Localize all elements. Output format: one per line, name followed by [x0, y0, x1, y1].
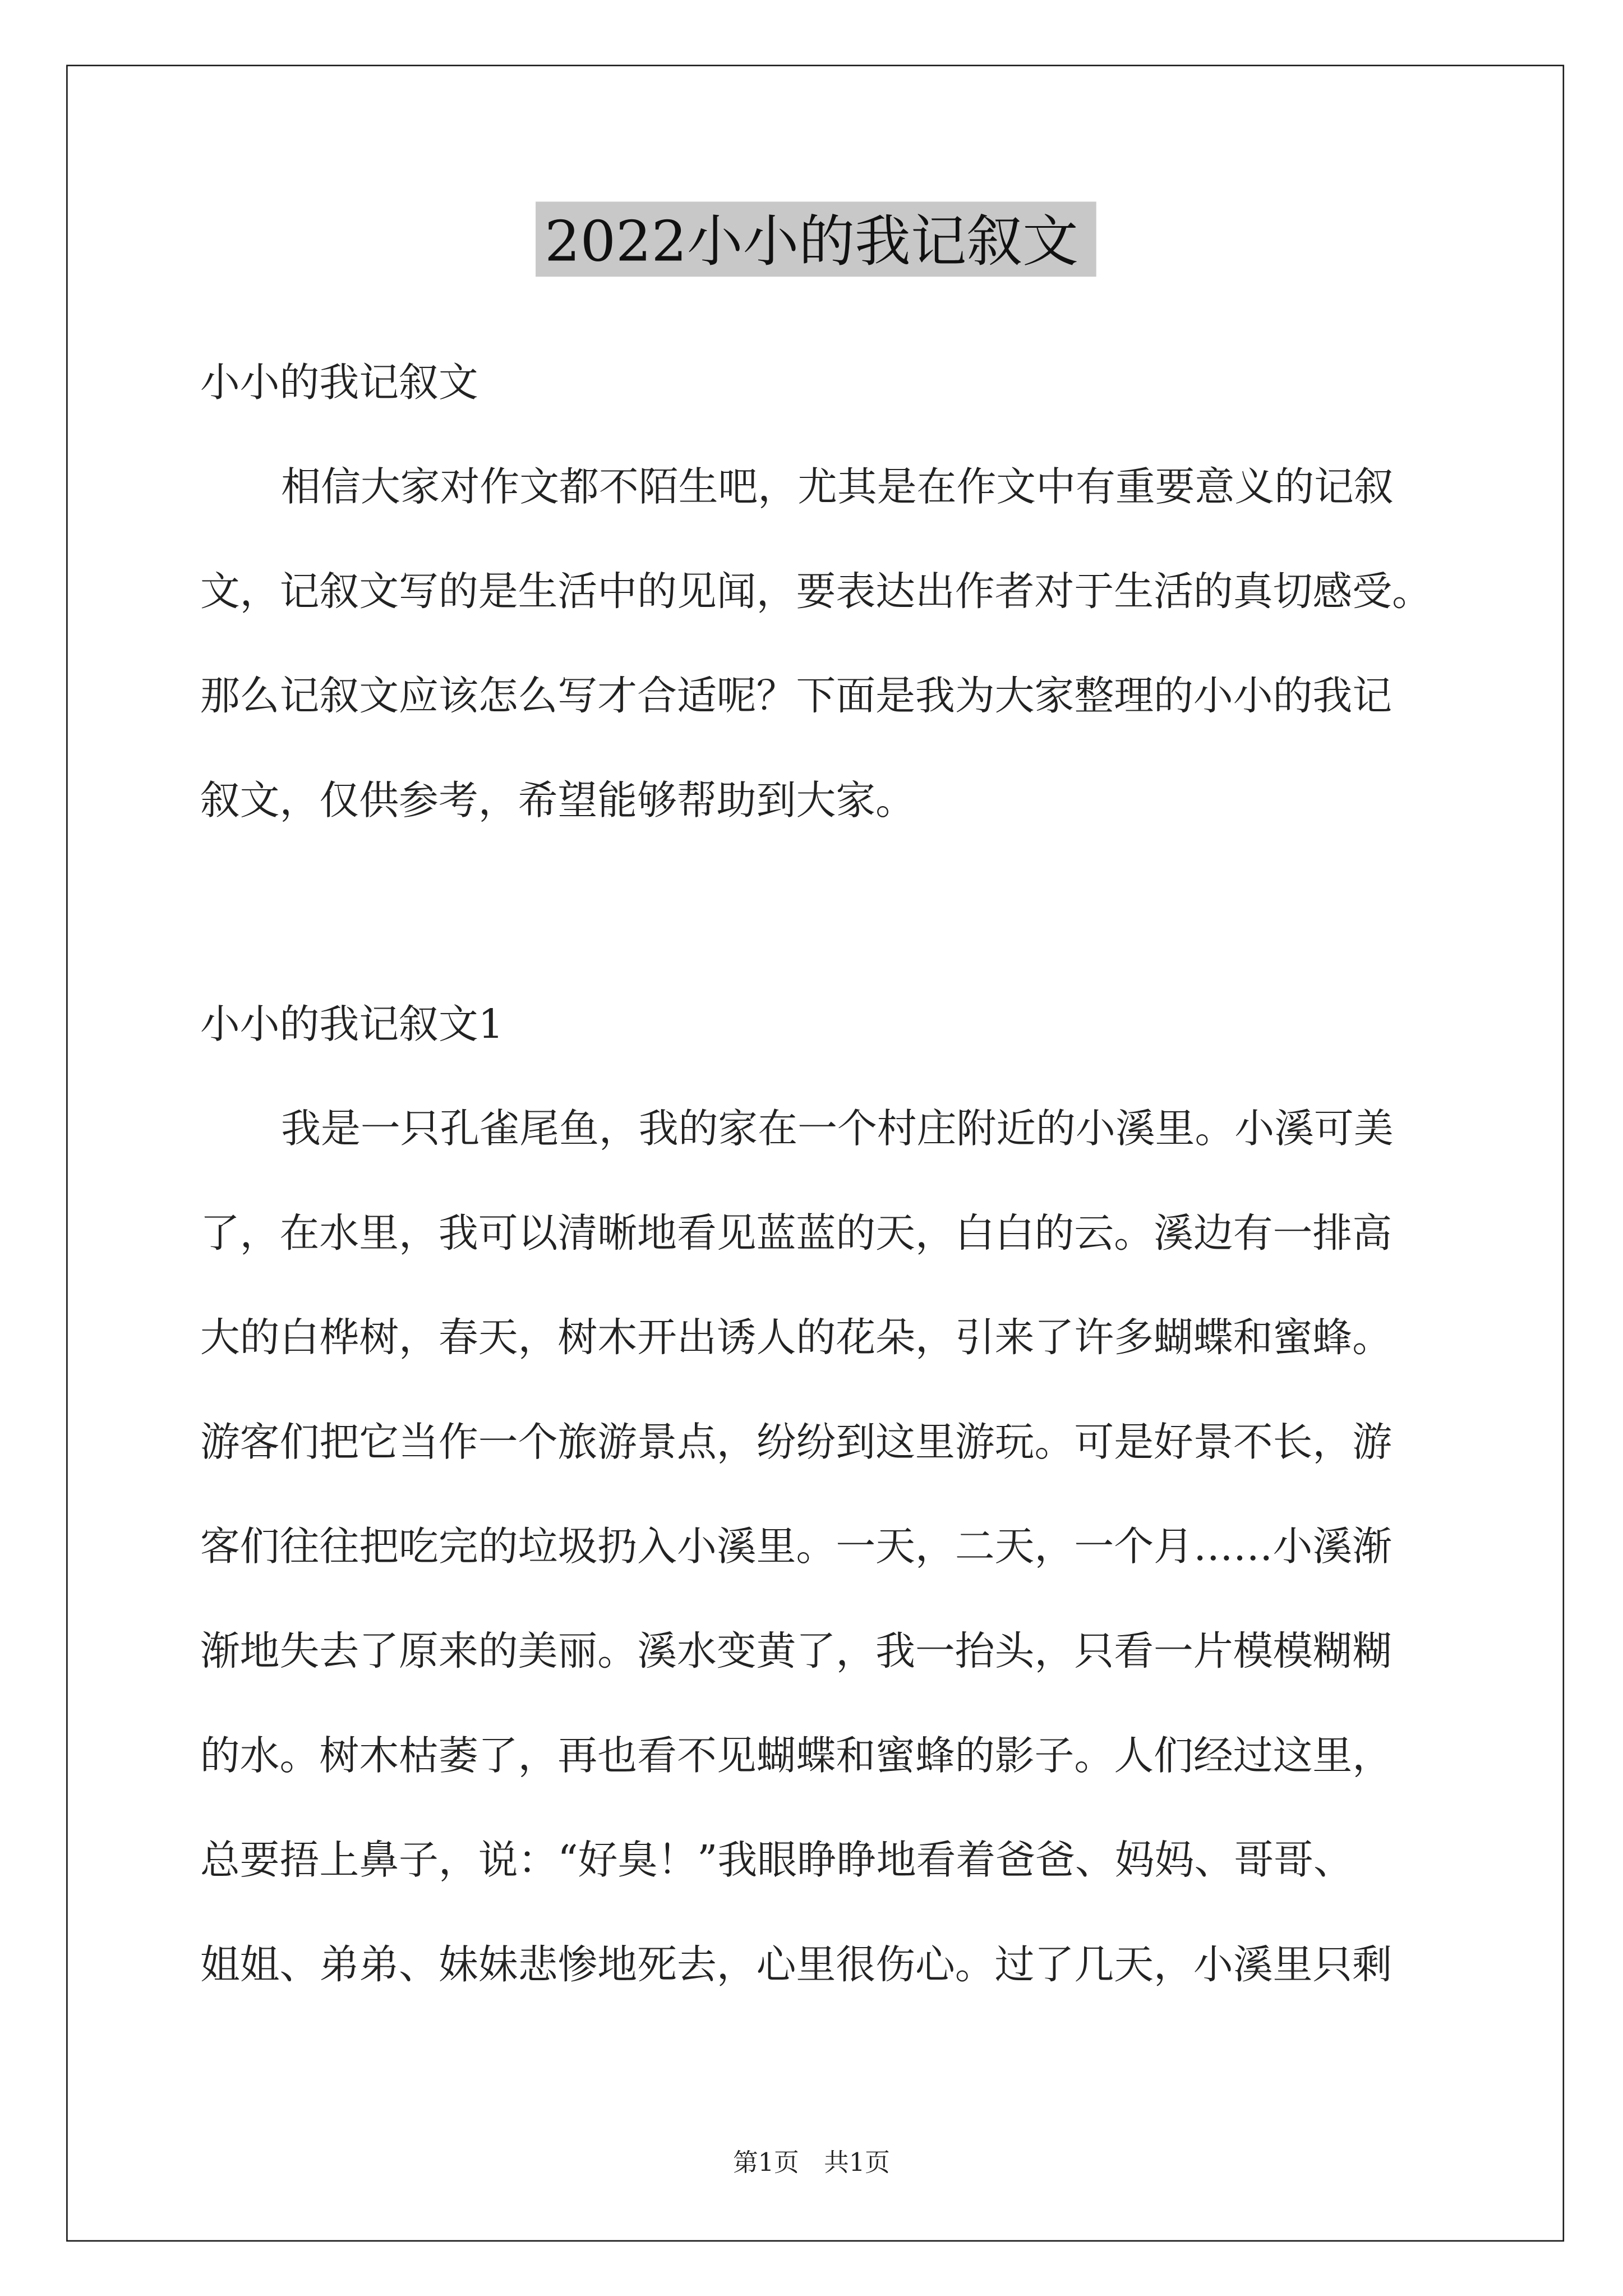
body-line-5: 客们往往把吃完的垃圾扔入小溪里。一天，二天，一个月……小溪渐 — [200, 1525, 1393, 1571]
body-line-6: 渐地失去了原来的美丽。溪水变黄了，我一抬头，只看一片模模糊糊 — [200, 1629, 1393, 1675]
intro-line-3: 那么记叙文应该怎么写才合适呢？下面是我为大家整理的小小的我记 — [200, 674, 1393, 720]
document-title: 2022小小的我记叙文 — [545, 209, 1078, 274]
section-heading: 小小的我记叙文1 — [200, 1002, 504, 1048]
body-line-7: 的水。树木枯萎了，再也看不见蝴蝶和蜜蜂的影子。人们经过这里， — [200, 1733, 1393, 1780]
body-line-1: 我是一只孔雀尾鱼，我的家在一个村庄附近的小溪里。小溪可美 — [281, 1107, 1394, 1153]
body-line-4: 游客们把它当作一个旅游景点，纷纷到这里游玩。可是好景不长，游 — [200, 1420, 1393, 1466]
body-line-2: 了，在水里，我可以清晰地看见蓝蓝的天，白白的云。溪边有一排高 — [200, 1211, 1393, 1257]
intro-line-1: 相信大家对作文都不陌生吧，尤其是在作文中有重要意义的记叙 — [281, 465, 1394, 511]
page-footer: 第1页 共1页 — [733, 2148, 890, 2179]
body-line-9: 姐姐、弟弟、妹妹悲惨地死去，心里很伤心。过了几天，小溪里只剩 — [200, 1943, 1393, 1989]
subtitle: 小小的我记叙文 — [200, 360, 478, 407]
intro-line-2: 文，记叙文写的是生活中的见闻，要表达出作者对于生活的真切感受。 — [200, 569, 1432, 615]
body-line-3: 大的白桦树，春天，树木开出诱人的花朵，引来了许多蝴蝶和蜜蜂。 — [200, 1315, 1393, 1362]
intro-line-4: 叙文，仅供参考，希望能够帮助到大家。 — [200, 778, 916, 825]
body-line-8: 总要捂上鼻子，说：“好臭！”我眼睁睁地看着爸爸、妈妈、哥哥、 — [200, 1838, 1353, 1884]
